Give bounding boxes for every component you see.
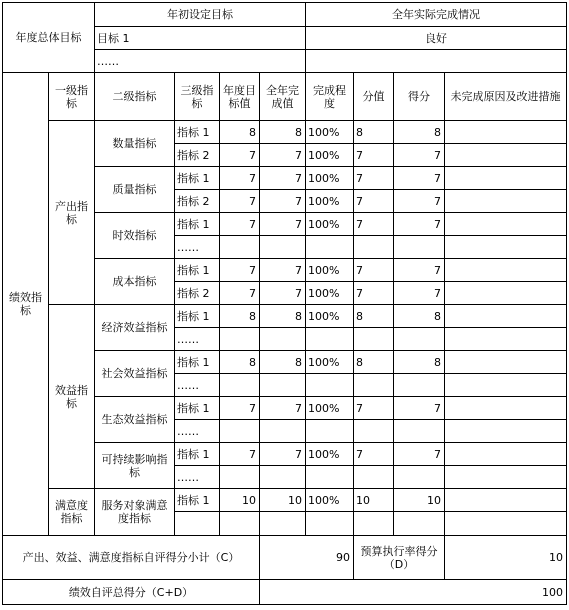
completion-value: 7: [260, 167, 306, 190]
level3-indicator: 指标 1: [175, 121, 220, 144]
target-value: 7: [220, 397, 260, 420]
level3-indicator: ……: [175, 466, 220, 489]
completion-degree: 100%: [306, 282, 354, 305]
level2-indicator: 可持续影响指标: [95, 443, 175, 489]
completion-degree: 100%: [306, 121, 354, 144]
completion-value: [260, 512, 306, 536]
score: 7: [394, 443, 445, 466]
level3-indicator: 指标 1: [175, 397, 220, 420]
col-reason-measures: 未完成原因及改进措施: [445, 73, 567, 121]
completion-degree: 100%: [306, 397, 354, 420]
score-value: 8: [354, 305, 394, 328]
annual-overall-target-label: 年度总体目标: [3, 3, 95, 73]
completion-value: 8: [260, 305, 306, 328]
reason-measures: [445, 397, 567, 420]
target-value: 10: [220, 489, 260, 512]
completion-degree: 100%: [306, 305, 354, 328]
target-value: [220, 466, 260, 489]
col-level2: 二级指标: [95, 73, 175, 121]
score-value: 7: [354, 443, 394, 466]
target-value: 7: [220, 213, 260, 236]
score: 7: [394, 167, 445, 190]
score: [394, 374, 445, 397]
score-value: 7: [354, 144, 394, 167]
level2-indicator: 时效指标: [95, 213, 175, 259]
score-value: [354, 374, 394, 397]
target-value: 7: [220, 443, 260, 466]
col-level1: 一级指标: [49, 73, 95, 121]
score-value: [354, 420, 394, 443]
reason-measures: [445, 328, 567, 351]
score-value: 7: [354, 213, 394, 236]
completion-value: [260, 236, 306, 259]
target-value: 8: [220, 351, 260, 374]
level3-indicator: 指标 1: [175, 167, 220, 190]
col-score-value: 分值: [354, 73, 394, 121]
level3-indicator: [175, 512, 220, 536]
col-level3: 三级指标: [175, 73, 220, 121]
level3-indicator: 指标 1: [175, 305, 220, 328]
score-value: 10: [354, 489, 394, 512]
reason-measures: [445, 259, 567, 282]
score-value: 7: [354, 397, 394, 420]
completion-value: 7: [260, 443, 306, 466]
col-score: 得分: [394, 73, 445, 121]
completion-degree: [306, 236, 354, 259]
group-satisfaction: 满意度指标: [49, 489, 95, 536]
target-value: [220, 420, 260, 443]
completion-degree: 100%: [306, 489, 354, 512]
completion-value: [260, 328, 306, 351]
level2-indicator: 成本指标: [95, 259, 175, 305]
empty-actual-cell: [306, 50, 567, 73]
col-completion-degree: 完成程度: [306, 73, 354, 121]
completion-degree: 100%: [306, 190, 354, 213]
level3-indicator: ……: [175, 328, 220, 351]
level2-indicator: 服务对象满意度指标: [95, 489, 175, 536]
total-value: 100: [260, 580, 567, 605]
completion-value: 7: [260, 213, 306, 236]
annual-initial-target-header: 年初设定目标: [95, 3, 306, 27]
score: [394, 420, 445, 443]
score: 8: [394, 305, 445, 328]
level2-indicator: 数量指标: [95, 121, 175, 167]
completion-value: 8: [260, 351, 306, 374]
level3-indicator: 指标 1: [175, 489, 220, 512]
completion-degree: 100%: [306, 167, 354, 190]
completion-value: 8: [260, 121, 306, 144]
level2-indicator: 经济效益指标: [95, 305, 175, 351]
score-value: 7: [354, 167, 394, 190]
completion-degree: [306, 512, 354, 536]
annual-actual-completion-header: 全年实际完成情况: [306, 3, 567, 27]
completion-degree: [306, 420, 354, 443]
completion-value: 7: [260, 282, 306, 305]
completion-degree: 100%: [306, 213, 354, 236]
budget-rate-label: 预算执行率得分（D）: [354, 536, 445, 580]
group-benefit: 效益指标: [49, 305, 95, 489]
col-annual-completion: 全年完成值: [260, 73, 306, 121]
score: [394, 512, 445, 536]
col-annual-target: 年度目标值: [220, 73, 260, 121]
score: 7: [394, 144, 445, 167]
table-row: [3, 305, 567, 328]
target-value: [220, 328, 260, 351]
completion-value: 7: [260, 190, 306, 213]
completion-degree: 100%: [306, 259, 354, 282]
level3-indicator: ……: [175, 420, 220, 443]
score-value: 7: [354, 190, 394, 213]
score: 8: [394, 121, 445, 144]
good-cell: 良好: [306, 27, 567, 50]
completion-degree: [306, 374, 354, 397]
completion-value: 7: [260, 259, 306, 282]
evaluation-table: [2, 2, 567, 605]
reason-measures: [445, 144, 567, 167]
level2-indicator: 质量指标: [95, 167, 175, 213]
score: 7: [394, 259, 445, 282]
completion-degree: 100%: [306, 351, 354, 374]
level3-indicator: ……: [175, 236, 220, 259]
reason-measures: [445, 351, 567, 374]
reason-measures: [445, 374, 567, 397]
target-value: 7: [220, 190, 260, 213]
completion-value: [260, 466, 306, 489]
completion-value: 7: [260, 397, 306, 420]
reason-measures: [445, 236, 567, 259]
reason-measures: [445, 420, 567, 443]
table-row: [3, 121, 567, 144]
score: 7: [394, 282, 445, 305]
completion-value: [260, 374, 306, 397]
level2-indicator: 生态效益指标: [95, 397, 175, 443]
score: [394, 466, 445, 489]
budget-rate-value: 10: [445, 536, 567, 580]
level3-indicator: 指标 2: [175, 282, 220, 305]
group-output: 产出指标: [49, 121, 95, 305]
reason-measures: [445, 466, 567, 489]
total-label: 绩效自评总得分（C+D）: [3, 580, 260, 605]
completion-degree: [306, 328, 354, 351]
score: [394, 328, 445, 351]
completion-degree: 100%: [306, 443, 354, 466]
target-value: 7: [220, 144, 260, 167]
level2-indicator: 社会效益指标: [95, 351, 175, 397]
target-1-cell: 目标 1: [95, 27, 306, 50]
reason-measures: [445, 167, 567, 190]
level3-indicator: 指标 1: [175, 443, 220, 466]
level3-indicator: 指标 1: [175, 259, 220, 282]
score: 7: [394, 397, 445, 420]
target-value: [220, 374, 260, 397]
score: [394, 236, 445, 259]
score-value: 7: [354, 282, 394, 305]
score: 10: [394, 489, 445, 512]
completion-degree: 100%: [306, 144, 354, 167]
score-value: 8: [354, 351, 394, 374]
completion-value: [260, 420, 306, 443]
completion-value: 7: [260, 144, 306, 167]
reason-measures: [445, 489, 567, 512]
score-value: [354, 466, 394, 489]
level3-indicator: 指标 1: [175, 213, 220, 236]
score-value: 8: [354, 121, 394, 144]
completion-value: 10: [260, 489, 306, 512]
performance-self-evaluation-table: [2, 2, 566, 606]
target-value: 7: [220, 167, 260, 190]
reason-measures: [445, 282, 567, 305]
level3-indicator: 指标 2: [175, 144, 220, 167]
target-value: 7: [220, 282, 260, 305]
score: 7: [394, 213, 445, 236]
target-value: 7: [220, 259, 260, 282]
target-value: 8: [220, 121, 260, 144]
score: 7: [394, 190, 445, 213]
score: 8: [394, 351, 445, 374]
perf-indicators-label: 绩效指标: [3, 73, 49, 536]
reason-measures: [445, 121, 567, 144]
score-value: [354, 512, 394, 536]
reason-measures: [445, 512, 567, 536]
score-value: 7: [354, 259, 394, 282]
reason-measures: [445, 213, 567, 236]
subtotal-value: 90: [260, 536, 354, 580]
target-value: [220, 236, 260, 259]
target-dots-cell: ……: [95, 50, 306, 73]
level3-indicator: ……: [175, 374, 220, 397]
target-value: 8: [220, 305, 260, 328]
level3-indicator: 指标 2: [175, 190, 220, 213]
reason-measures: [445, 190, 567, 213]
table-row: [3, 489, 567, 512]
level3-indicator: 指标 1: [175, 351, 220, 374]
reason-measures: [445, 443, 567, 466]
score-value: [354, 328, 394, 351]
reason-measures: [445, 305, 567, 328]
score-value: [354, 236, 394, 259]
completion-degree: [306, 466, 354, 489]
subtotal-label: 产出、效益、满意度指标自评得分小计（C）: [3, 536, 260, 580]
target-value: [220, 512, 260, 536]
